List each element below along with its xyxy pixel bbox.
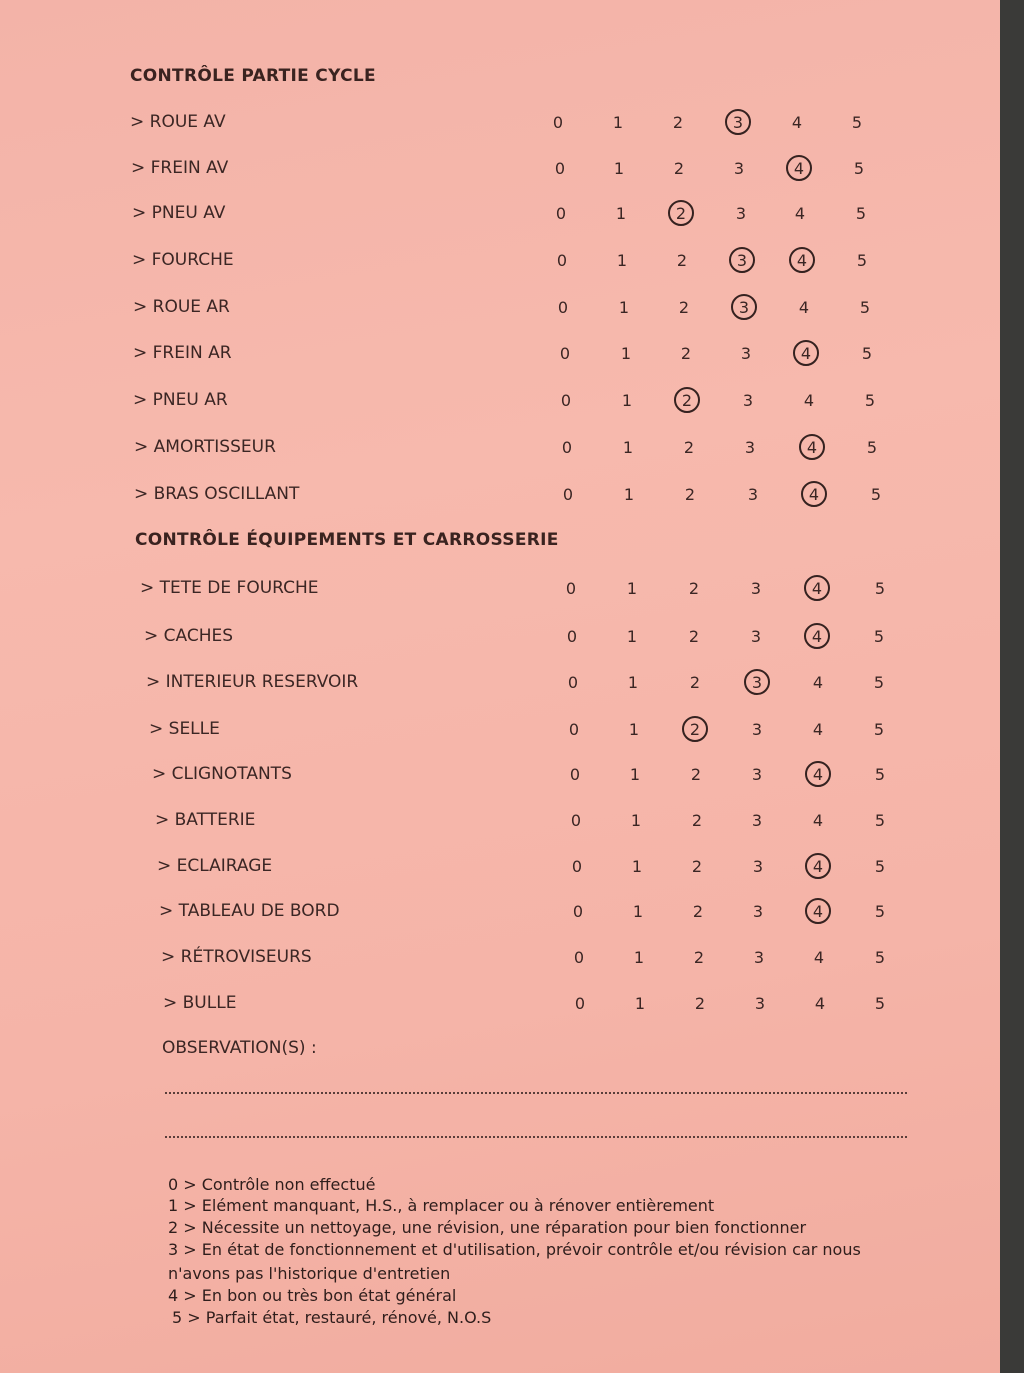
legend-item: n'avons pas l'historique d'entretien: [168, 1264, 451, 1283]
legend-item: 0 > Contrôle non effectué: [168, 1175, 376, 1194]
rating-option-2[interactable]: 2: [691, 857, 703, 876]
selected-rating-circle: [805, 853, 831, 879]
rating-option-0[interactable]: 0: [554, 159, 566, 178]
rating-option-3[interactable]: 3: [751, 765, 763, 784]
check-item-label: > SELLE: [149, 719, 220, 739]
rating-option-1[interactable]: 1: [618, 298, 630, 317]
rating-option-3[interactable]: 3: [747, 485, 759, 504]
rating-option-5[interactable]: 5: [873, 720, 885, 739]
rating-option-2[interactable]: 2: [678, 298, 690, 317]
rating-option-5[interactable]: 5: [874, 811, 886, 830]
legend-item: 5 > Parfait état, restauré, rénové, N.O.S: [172, 1308, 492, 1327]
rating-option-3[interactable]: 3: [735, 204, 747, 223]
check-item-label: > PNEU AR: [133, 390, 228, 410]
check-item-label: > FOURCHE: [132, 250, 234, 270]
rating-option-1[interactable]: 1: [613, 159, 625, 178]
rating-option-0[interactable]: 0: [574, 994, 586, 1013]
rating-option-2[interactable]: 2: [693, 948, 705, 967]
rating-option-2[interactable]: 2: [690, 765, 702, 784]
rating-option-4[interactable]: 4: [812, 811, 824, 830]
rating-option-0[interactable]: 0: [569, 765, 581, 784]
rating-option-2[interactable]: 2: [683, 438, 695, 457]
check-item-label: > BRAS OSCILLANT: [134, 484, 300, 504]
rating-option-0[interactable]: 0: [568, 720, 580, 739]
rating-option-1[interactable]: 1: [616, 251, 628, 270]
rating-option-1[interactable]: 1: [629, 765, 641, 784]
rating-option-2[interactable]: 2: [672, 113, 684, 132]
check-item-label: > CLIGNOTANTS: [152, 764, 292, 784]
rating-option-5[interactable]: 5: [873, 627, 885, 646]
rating-option-1[interactable]: 1: [623, 485, 635, 504]
rating-option-0[interactable]: 0: [572, 902, 584, 921]
selected-rating-circle: [786, 155, 812, 181]
rating-option-4[interactable]: 4: [812, 902, 824, 921]
selected-rating-circle: [729, 247, 755, 273]
rating-option-3[interactable]: 3: [738, 298, 750, 317]
rating-option-2[interactable]: 2: [692, 902, 704, 921]
rating-option-3[interactable]: 3: [751, 720, 763, 739]
rating-option-1[interactable]: 1: [626, 579, 638, 598]
rating-option-2[interactable]: 2: [689, 720, 701, 739]
rating-option-4[interactable]: 4: [808, 485, 820, 504]
rating-option-4[interactable]: 4: [796, 251, 808, 270]
rating-option-1[interactable]: 1: [628, 720, 640, 739]
check-item-label: > TETE DE FOURCHE: [140, 578, 319, 598]
observations-line[interactable]: [165, 1136, 907, 1138]
rating-option-4[interactable]: 4: [813, 948, 825, 967]
legend-item: 4 > En bon ou très bon état général: [168, 1286, 457, 1305]
selected-rating-circle: [725, 109, 751, 135]
rating-option-1[interactable]: 1: [626, 627, 638, 646]
check-item-label: > INTERIEUR RESERVOIR: [146, 672, 359, 692]
rating-option-4[interactable]: 4: [814, 994, 826, 1013]
selected-rating-circle: [682, 716, 708, 742]
rating-option-1[interactable]: 1: [627, 673, 639, 692]
rating-option-3[interactable]: 3: [733, 159, 745, 178]
rating-option-1[interactable]: 1: [622, 438, 634, 457]
check-item-label: > PNEU AV: [132, 203, 226, 223]
check-item-label: > CACHES: [144, 626, 234, 646]
check-item-label: > FREIN AV: [131, 158, 229, 178]
legend-item: 1 > Elément manquant, H.S., à remplacer ou à rénover entièrement: [168, 1196, 715, 1215]
check-item-label: > ROUE AR: [133, 297, 230, 317]
rating-option-3[interactable]: 3: [750, 627, 762, 646]
rating-option-2[interactable]: 2: [680, 344, 692, 363]
observations-line[interactable]: [165, 1092, 907, 1094]
rating-option-1[interactable]: 1: [633, 948, 645, 967]
rating-option-3[interactable]: 3: [750, 579, 762, 598]
rating-option-5[interactable]: 5: [861, 344, 873, 363]
rating-option-2[interactable]: 2: [688, 579, 700, 598]
rating-option-5[interactable]: 5: [851, 113, 863, 132]
rating-option-3[interactable]: 3: [752, 902, 764, 921]
rating-option-0[interactable]: 0: [562, 485, 574, 504]
rating-option-2[interactable]: 2: [673, 159, 685, 178]
rating-option-1[interactable]: 1: [632, 902, 644, 921]
selected-rating-circle: [793, 340, 819, 366]
selected-rating-circle: [805, 761, 831, 787]
check-item-label: > RÉTROVISEURS: [161, 947, 312, 967]
rating-option-5[interactable]: 5: [855, 204, 867, 223]
selected-rating-circle: [789, 247, 815, 273]
rating-option-4[interactable]: 4: [791, 113, 803, 132]
rating-option-3[interactable]: 3: [753, 948, 765, 967]
check-item-label: > BATTERIE: [155, 810, 256, 830]
rating-option-0[interactable]: 0: [561, 438, 573, 457]
rating-option-5[interactable]: 5: [853, 159, 865, 178]
check-item-label: > TABLEAU DE BORD: [159, 901, 340, 921]
rating-option-0[interactable]: 0: [567, 673, 579, 692]
rating-option-4[interactable]: 4: [812, 673, 824, 692]
rating-option-3[interactable]: 3: [744, 438, 756, 457]
rating-option-3[interactable]: 3: [740, 344, 752, 363]
rating-option-2[interactable]: 2: [676, 251, 688, 270]
rating-option-0[interactable]: 0: [560, 391, 572, 410]
rating-option-4[interactable]: 4: [811, 579, 823, 598]
rating-option-5[interactable]: 5: [874, 994, 886, 1013]
selected-rating-circle: [799, 434, 825, 460]
rating-option-0[interactable]: 0: [556, 251, 568, 270]
rating-option-3[interactable]: 3: [736, 251, 748, 270]
check-item-label: > FREIN AR: [133, 343, 232, 363]
rating-option-4[interactable]: 4: [812, 765, 824, 784]
rating-option-4[interactable]: 4: [794, 204, 806, 223]
rating-option-0[interactable]: 0: [557, 298, 569, 317]
rating-option-1[interactable]: 1: [612, 113, 624, 132]
selected-rating-circle: [731, 294, 757, 320]
legend-item: 3 > En état de fonctionnement et d'utilisation, prévoir contrôle et/ou révision car nous: [168, 1240, 861, 1259]
rating-option-2[interactable]: 2: [675, 204, 687, 223]
rating-option-5[interactable]: 5: [874, 948, 886, 967]
rating-option-1[interactable]: 1: [634, 994, 646, 1013]
rating-option-3[interactable]: 3: [754, 994, 766, 1013]
rating-option-0[interactable]: 0: [552, 113, 564, 132]
rating-option-0[interactable]: 0: [555, 204, 567, 223]
rating-option-2[interactable]: 2: [688, 627, 700, 646]
rating-option-0[interactable]: 0: [570, 811, 582, 830]
rating-option-4[interactable]: 4: [800, 344, 812, 363]
selected-rating-circle: [804, 623, 830, 649]
rating-option-2[interactable]: 2: [694, 994, 706, 1013]
rating-option-2[interactable]: 2: [684, 485, 696, 504]
selected-rating-circle: [744, 669, 770, 695]
legend-item: 2 > Nécessite un nettoyage, une révision, une réparation pour bien fonctionner: [168, 1218, 807, 1237]
check-item-label: > AMORTISSEUR: [134, 437, 276, 457]
rating-option-4[interactable]: 4: [798, 298, 810, 317]
section-title-equipment: CONTRÔLE ÉQUIPEMENTS ET CARROSSERIE: [135, 530, 559, 550]
rating-option-1[interactable]: 1: [631, 857, 643, 876]
rating-option-3[interactable]: 3: [732, 113, 744, 132]
selected-rating-circle: [674, 387, 700, 413]
rating-option-3[interactable]: 3: [751, 811, 763, 830]
rating-option-5[interactable]: 5: [874, 765, 886, 784]
rating-option-0[interactable]: 0: [573, 948, 585, 967]
rating-option-1[interactable]: 1: [621, 391, 633, 410]
observations-label: OBSERVATION(S) :: [162, 1038, 317, 1058]
selected-rating-circle: [801, 481, 827, 507]
rating-option-2[interactable]: 2: [689, 673, 701, 692]
check-item-label: > ECLAIRAGE: [157, 856, 273, 876]
rating-option-4[interactable]: 4: [812, 720, 824, 739]
rating-option-0[interactable]: 0: [565, 579, 577, 598]
rating-option-1[interactable]: 1: [620, 344, 632, 363]
rating-option-5[interactable]: 5: [866, 438, 878, 457]
rating-option-4[interactable]: 4: [803, 391, 815, 410]
check-item-label: > BULLE: [163, 993, 237, 1013]
rating-option-2[interactable]: 2: [681, 391, 693, 410]
rating-option-0[interactable]: 0: [566, 627, 578, 646]
rating-option-3[interactable]: 3: [752, 857, 764, 876]
rating-option-5[interactable]: 5: [873, 673, 885, 692]
selected-rating-circle: [668, 200, 694, 226]
rating-option-4[interactable]: 4: [812, 857, 824, 876]
rating-option-4[interactable]: 4: [806, 438, 818, 457]
rating-option-3[interactable]: 3: [742, 391, 754, 410]
rating-option-0[interactable]: 0: [571, 857, 583, 876]
rating-option-5[interactable]: 5: [864, 391, 876, 410]
rating-option-5[interactable]: 5: [874, 857, 886, 876]
rating-option-4[interactable]: 4: [793, 159, 805, 178]
selected-rating-circle: [804, 575, 830, 601]
rating-option-5[interactable]: 5: [870, 485, 882, 504]
rating-option-2[interactable]: 2: [691, 811, 703, 830]
section-title-cycle: CONTRÔLE PARTIE CYCLE: [130, 66, 376, 86]
rating-option-3[interactable]: 3: [751, 673, 763, 692]
rating-option-5[interactable]: 5: [874, 579, 886, 598]
rating-option-5[interactable]: 5: [859, 298, 871, 317]
rating-option-1[interactable]: 1: [630, 811, 642, 830]
rating-option-1[interactable]: 1: [615, 204, 627, 223]
selected-rating-circle: [805, 898, 831, 924]
rating-option-4[interactable]: 4: [811, 627, 823, 646]
rating-option-0[interactable]: 0: [559, 344, 571, 363]
check-item-label: > ROUE AV: [130, 112, 226, 132]
rating-option-5[interactable]: 5: [874, 902, 886, 921]
rating-option-5[interactable]: 5: [856, 251, 868, 270]
